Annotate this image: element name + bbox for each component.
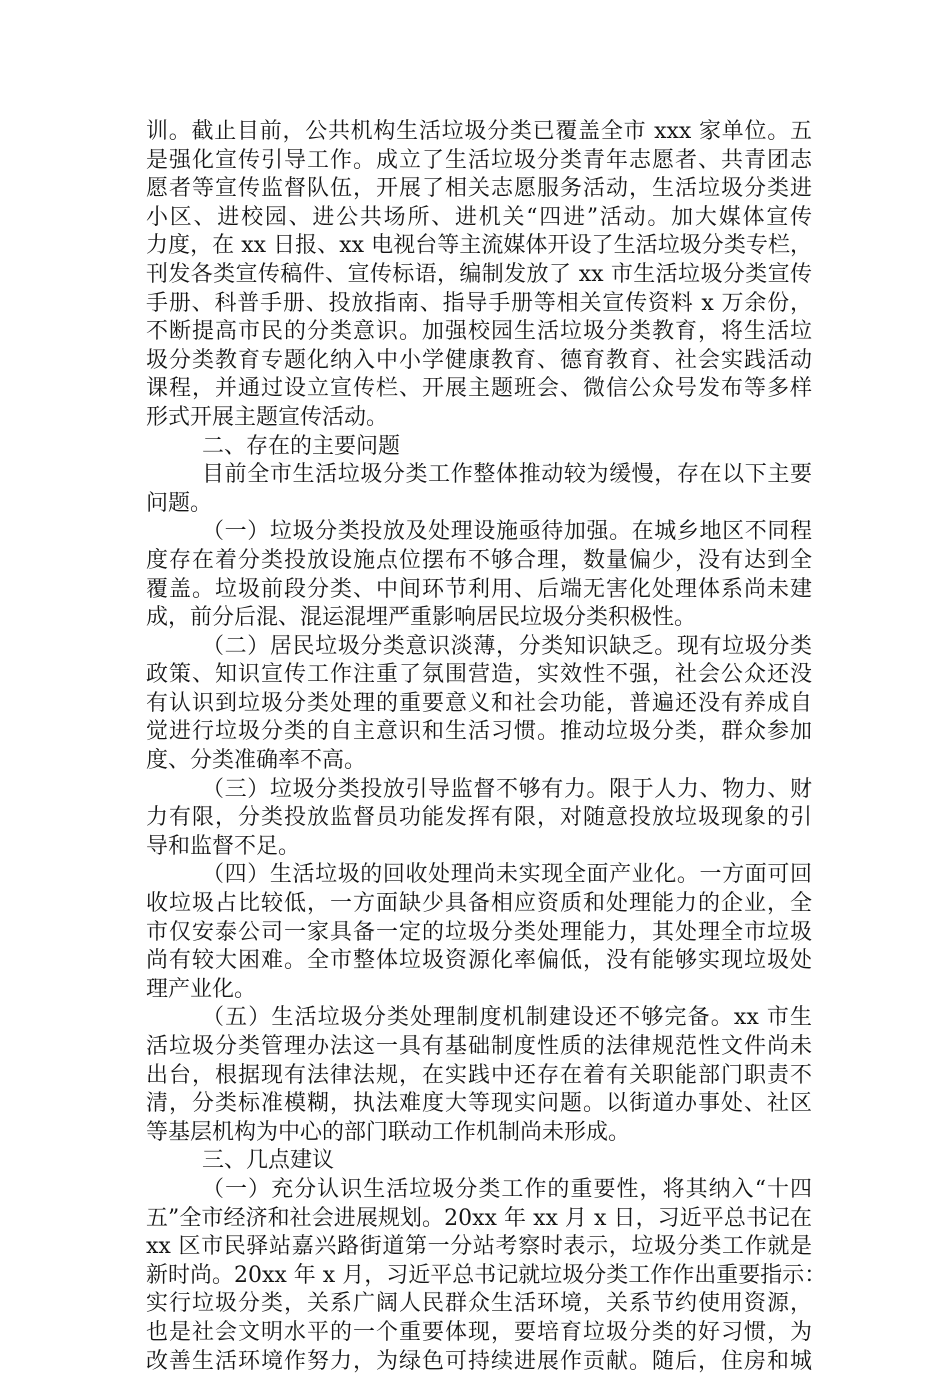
text-line: 市仅安泰公司一家具备一定的垃圾分类处理能力，其处理全市垃圾 [146,919,812,945]
text-line: xx 区市民驿站嘉兴路街道第一分站考察时表示，垃圾分类工作就是 [146,1234,812,1260]
document-body [146,118,827,1376]
text-line: 新时尚。20xx 年 x 月，习近平总书记就垃圾分类工作作出重要指示： [146,1262,827,1288]
text-line: 课程，并通过设立宣传栏、开展主题班会、微信公众号发布等多样 [146,376,812,402]
text-line: 不断提高市民的分类意识。加强校园生活垃圾分类教育，将生活垃 [146,319,812,345]
text-line: 手册、科普手册、投放指南、指导手册等相关宣传资料 x 万余份， [146,290,812,316]
text-line: 理产业化。 [146,976,257,1002]
text-line: （四）生活垃圾的回收处理尚未实现全面产业化。一方面可回 [202,862,812,888]
text-line: 清，分类标准模糊，执法难度大等现实问题。以街道办事处、社区 [146,1091,812,1117]
text-line: 训。截止目前，公共机构生活垃圾分类已覆盖全市 xxx 家单位。五 [146,119,812,144]
text-line: 三、几点建议 [202,1148,335,1174]
text-line: 等基层机构为中心的部门联动工作机制尚未形成。 [146,1119,631,1145]
text-line: 也是社会文明水平的一个重要体现，要培育垃圾分类的好习惯，为 [146,1319,812,1345]
text-line: 二、存在的主要问题 [202,433,401,459]
text-line: 有认识到垃圾分类处理的重要意义和社会功能，普遍还没有养成自 [146,690,812,716]
text-line: （一）垃圾分类投放及处理设施亟待加强。在城乡地区不同程 [202,519,812,545]
text-line: 导和监督不足。 [146,833,301,859]
text-line: 是强化宣传引导工作。成立了生活垃圾分类青年志愿者、共青团志 [146,147,812,173]
text-line: 五”全市经济和社会进展规划。20xx 年 xx 月 x 日，习近平总书记在 [146,1205,812,1231]
text-line: 出台，根据现有法律法规，在实践中还存在着有关职能部门职责不 [146,1062,812,1088]
text-line: 度、分类准确率不高。 [146,748,367,774]
text-line: 愿者等宣传监督队伍，开展了相关志愿服务活动，生活垃圾分类进 [146,176,812,202]
text-line: 小区、进校园、进公共场所、进机关“四进”活动。加大媒体宣传 [146,204,812,230]
text-line: 覆盖。垃圾前段分类、中间环节利用、后端无害化处理体系尚未建 [146,576,812,602]
text-line: 改善生活环境作努力，为绿色可持续进展作贡献。随后，住房和城 [146,1348,812,1374]
text-line: 形式开展主题宣传活动。 [146,404,389,430]
text-line: 圾分类教育专题化纳入中小学健康教育、德育教育、社会实践活动 [146,347,812,373]
text-line: 政策、知识宣传工作注重了氛围营造，实效性不强，社会公众还没 [146,662,812,688]
text-line: （二）居民垃圾分类意识淡薄，分类知识缺乏。现有垃圾分类 [202,633,812,659]
text-line: （三）垃圾分类投放引导监督不够有力。限于人力、物力、财 [202,776,812,802]
text-line: 力有限，分类投放监督员功能发挥有限，对随意投放垃圾现象的引 [146,805,812,831]
text-line: 觉进行垃圾分类的自主意识和生活习惯。推动垃圾分类，群众参加 [146,719,812,745]
text-line: 问题。 [146,490,213,516]
text-line: 活垃圾分类管理办法这一具有基础制度性质的法律规范性文件尚未 [146,1034,812,1059]
text-line: 度存在着分类投放设施点位摆布不够合理，数量偏少，没有达到全 [146,547,812,573]
text-line: （五）生活垃圾分类处理制度机制建设还不够完备。xx 市生 [202,1005,812,1031]
text-line: 收垃圾占比较低，一方面缺少具备相应资质和处理能力的企业，全 [146,891,812,917]
text-line: 尚有较大困难。全市整体垃圾资源化率偏低，没有能够实现垃圾处 [146,948,812,974]
text-line: 实行垃圾分类，关系广阔人民群众生活环境，关系节约使用资源， [146,1291,812,1317]
text-line: 力度，在 xx 日报、xx 电视台等主流媒体开设了生活垃圾分类专栏， [146,233,812,259]
text-line: 刊发各类宣传稿件、宣传标语，编制发放了 xx 市生活垃圾分类宣传 [146,261,812,287]
text-line: 目前全市生活垃圾分类工作整体推动较为缓慢，存在以下主要 [202,462,812,488]
text-line: （一）充分认识生活垃圾分类工作的重要性，将其纳入“十四 [202,1176,812,1202]
text-line: 成，前分后混、混运混埋严重影响居民垃圾分类积极性。 [146,605,697,631]
